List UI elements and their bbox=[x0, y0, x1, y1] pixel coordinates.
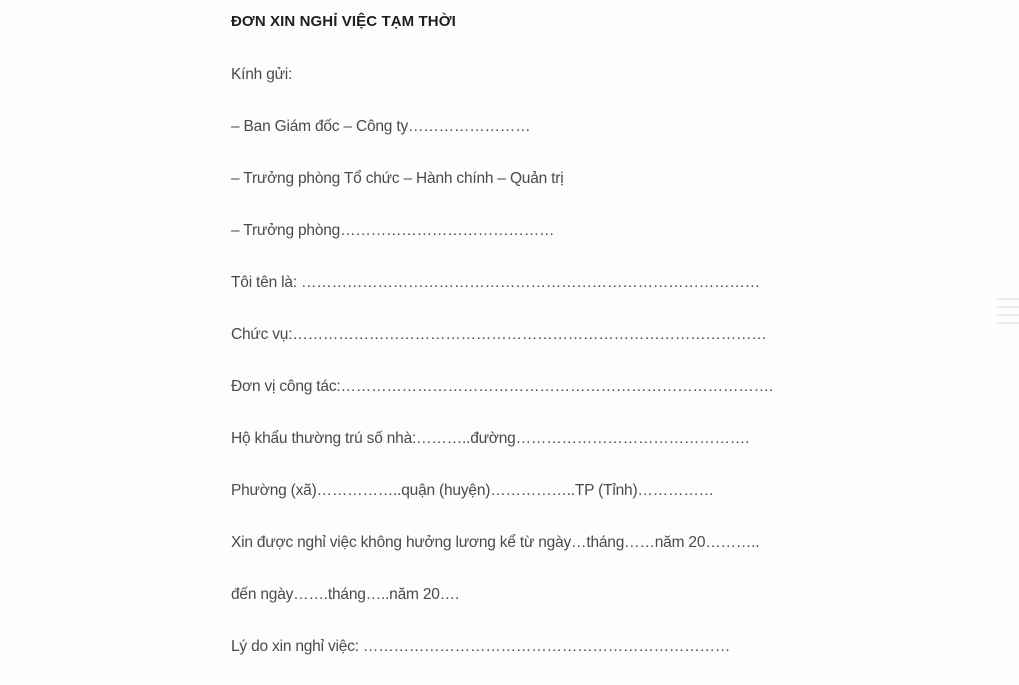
name-line: Tôi tên là: ……………………………………………………………………………… bbox=[231, 274, 760, 291]
salutation-line: Kính gửi: bbox=[231, 66, 293, 83]
document-title: ĐƠN XIN NGHỈ VIỆC TẠM THỜI bbox=[231, 13, 456, 30]
ward-district-line: Phường (xã)……………..quận (huyện)……………..TP (Tỉnh)…………… bbox=[231, 482, 714, 499]
position-line: Chức vụ:………………………………………………………………………………… bbox=[231, 326, 767, 343]
work-unit-line: Đơn vị công tác:…………………………………………………………………………. bbox=[231, 378, 773, 395]
address-line: Hộ khẩu thường trú số nhà:………..đường………………………………………. bbox=[231, 430, 750, 447]
leave-end-line: đến ngày…….tháng…..năm 20…. bbox=[231, 586, 460, 603]
list-icon[interactable] bbox=[997, 296, 1019, 330]
recipient-department-line: – Trưởng phòng…………………………………… bbox=[231, 222, 555, 239]
reason-line: Lý do xin nghỉ việc: ……………………………………………………………… bbox=[231, 638, 731, 655]
recipient-admin-line: – Trưởng phòng Tổ chức – Hành chính – Quản trị bbox=[231, 170, 564, 187]
leave-start-line: Xin được nghỉ việc không hưởng lương kể từ ngày…tháng……năm 20……….. bbox=[231, 534, 760, 551]
recipient-board-line: – Ban Giám đốc – Công ty…………………… bbox=[231, 118, 531, 135]
